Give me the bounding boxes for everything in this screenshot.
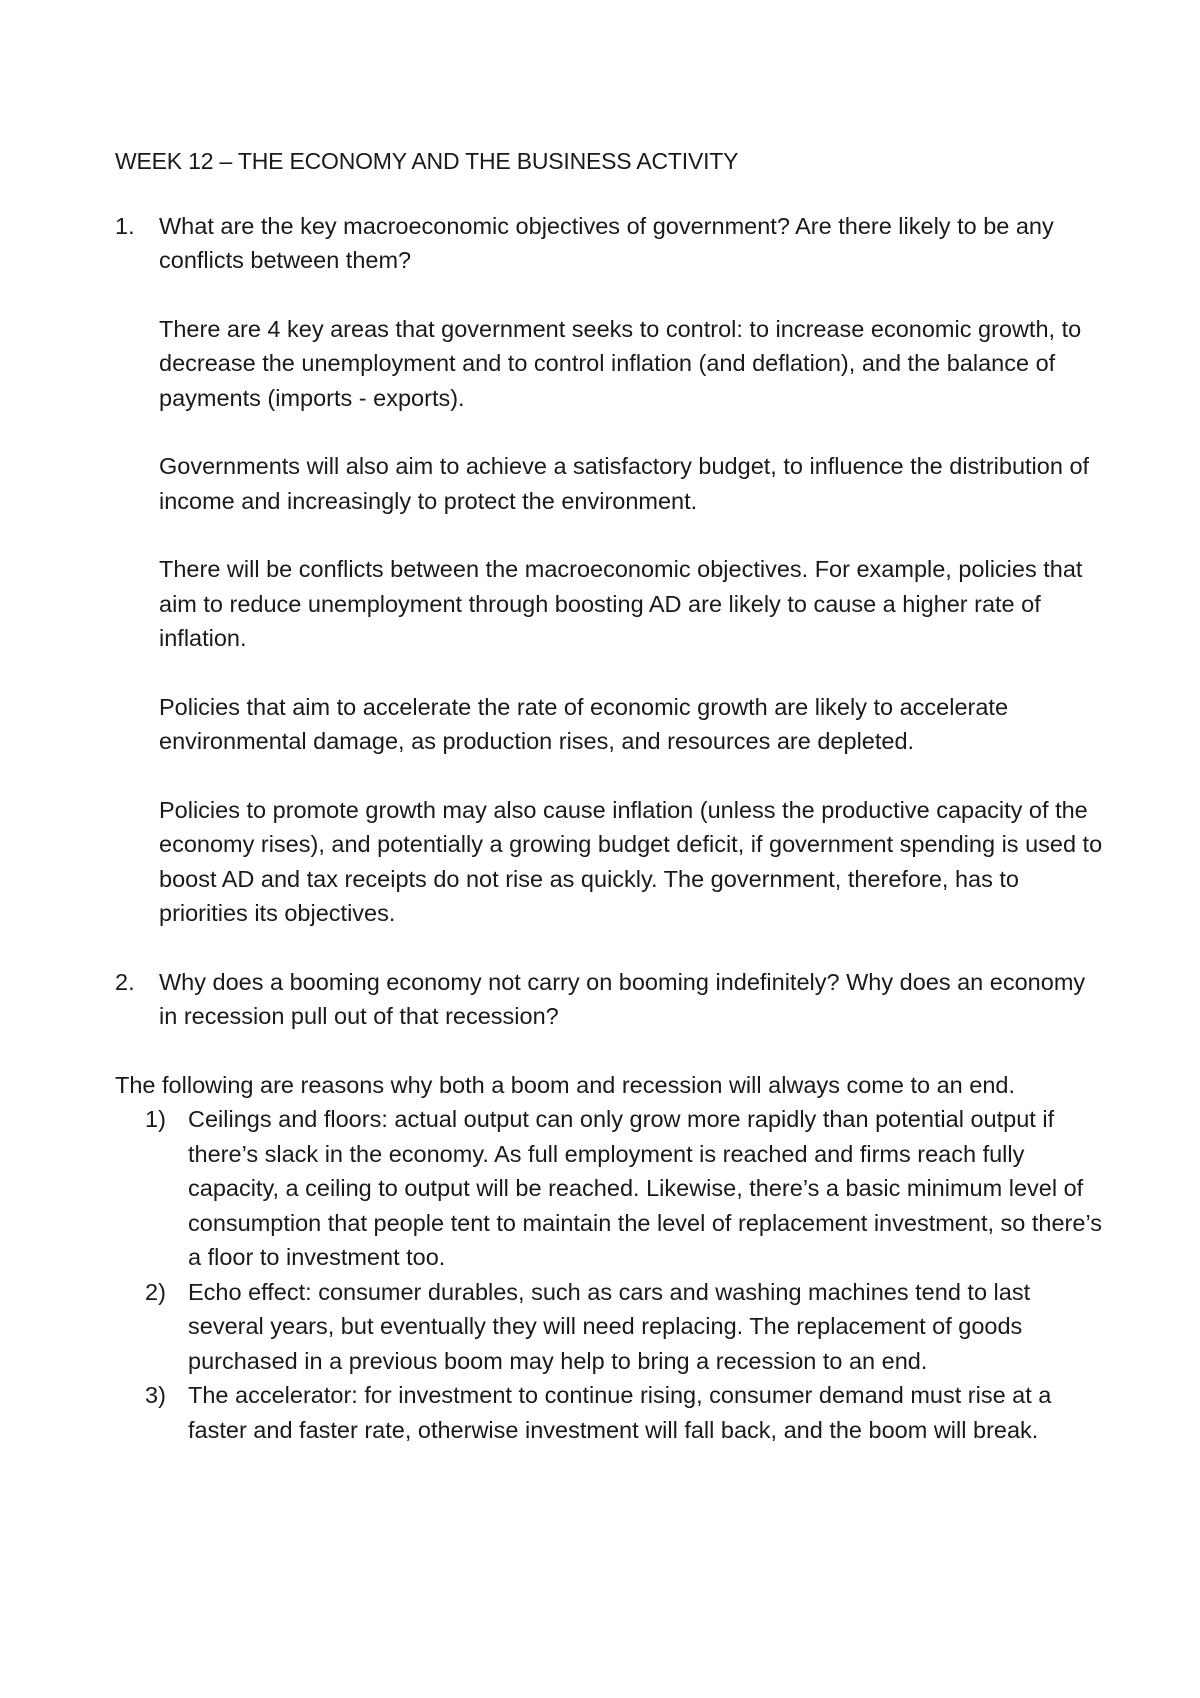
question-2	[115, 965, 1105, 1034]
question-text: Why does a booming economy not carry on booming indefinitely? Why does an economy in recession pull out of that recession?	[159, 968, 1086, 1029]
answer-paragraph: There will be conflicts between the macroeconomic objectives. For example, policies that aim to reduce unemployment through boosting AD are likely to cause a higher rate of inflation.	[159, 556, 1083, 651]
question-number: 1.	[115, 212, 135, 239]
question-number: 2.	[115, 968, 135, 995]
answer-paragraph: Policies to promote growth may also cause inflation (unless the productive capacity of the economy rises), and potentially a growing budget deficit, if government spending is used to boost AD and tax receipts do not rise as quickly. The government, therefore, has to priorities its objectives.	[159, 796, 1103, 926]
list-item-number: 3)	[145, 1382, 166, 1408]
list-item-number: 2)	[145, 1278, 166, 1305]
list-item-text: Ceilings and floors: actual output can only grow more rapidly than potential output if there’s slack in the economy. As full employment is reached and firms reach fully capacity, a ceiling to output will be reached. Likewise, there’s a basic minimum level of consumption that people tent to maintain the level of replacement investment, so there’s a floor to investment too.	[188, 1106, 1102, 1270]
answer-paragraph: There are 4 key areas that government seeks to control: to increase economic growth, to decrease the unemployment and to control inflation (and deflation), and the balance of payments (imports - exports).	[159, 315, 1082, 411]
list-item	[115, 1378, 1105, 1447]
question-1	[115, 209, 1105, 278]
answer-paragraph: Governments will also aim to achieve a satisfactory budget, to influence the distribution of income and increasingly to protect the environment.	[159, 453, 1090, 514]
page-title: WEEK 12 – THE ECONOMY AND THE BUSINESS ACTIVITY	[115, 148, 739, 174]
list-item	[115, 1102, 1105, 1275]
reasons-list	[115, 1102, 1105, 1447]
document-body	[115, 144, 1105, 1447]
list-item-text: Echo effect: consumer durables, such as cars and washing machines tend to last several years, but eventually they will need replacing. The replacement of goods purchased in a previous boom may help to bring a recession to an end.	[188, 1278, 1031, 1374]
answer-paragraph: Policies that aim to accelerate the rate of economic growth are likely to accelerate environmental damage, as production rises, and resources are depleted.	[159, 693, 1009, 754]
list-item-number: 1)	[145, 1106, 166, 1132]
intro-paragraph: The following are reasons why both a boom and recession will always come to an end.	[115, 1071, 1016, 1098]
list-item-text: The accelerator: for investment to continue rising, consumer demand must rise at a faster and faster rate, otherwise investment will fall back, and the boom will break.	[188, 1382, 1052, 1443]
list-item	[115, 1275, 1105, 1379]
question-text: What are the key macroeconomic objectives of government? Are there likely to be any conflicts between them?	[159, 212, 1054, 273]
